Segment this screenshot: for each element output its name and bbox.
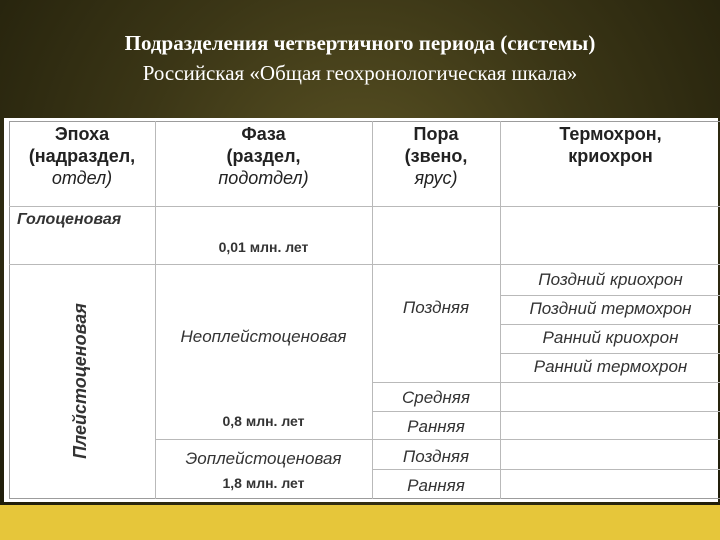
- header-phase-line1: Фаза: [241, 124, 286, 144]
- header-pora-line3: ярус): [414, 168, 458, 188]
- cell-thermo-1: Поздний криохрон: [538, 270, 683, 289]
- header-pora-line2: (звено,: [404, 146, 468, 166]
- cell-pleistocene: Плейстоценовая: [70, 303, 90, 459]
- header-epoch-line2: (надраздел,: [28, 146, 136, 166]
- cell-thermo-4: Ранний термохрон: [533, 357, 688, 376]
- row-divider-holocene: [9, 264, 720, 265]
- header-epoch-line1: Эпоха: [54, 124, 110, 144]
- geochronology-table: [9, 121, 720, 499]
- cell-pora-early-neo: Ранняя: [407, 417, 465, 436]
- header-phase-line3: подотдел): [218, 168, 309, 188]
- row-divider-neo: [155, 439, 720, 440]
- header-thermo-line2: криохрон: [568, 146, 653, 166]
- cell-pora-middle: Средняя: [402, 388, 470, 407]
- cell-pora-late-neo: Поздняя: [402, 298, 470, 317]
- cell-eopleistocene: Эоплейстоценовая: [185, 449, 342, 468]
- title-main: Подразделения четвертичного периода (системы): [124, 31, 596, 55]
- cell-thermo-2: Поздний термохрон: [529, 299, 692, 318]
- title-subtitle: Российская «Общая геохронологическая шкала»: [142, 61, 578, 85]
- row-divider-middle: [372, 411, 720, 412]
- row-divider-late: [372, 382, 720, 383]
- cell-thermo-3: Ранний криохрон: [542, 328, 679, 347]
- row-divider-header: [9, 206, 720, 207]
- cell-age-18: 1,8 млн. лет: [222, 475, 305, 491]
- header-epoch-line3: отдел): [51, 168, 113, 188]
- cell-pora-late-eo: Поздняя: [402, 447, 470, 466]
- row-divider-thermo-1: [500, 295, 720, 296]
- cell-neopleistocene: Неоплейстоценовая: [180, 327, 347, 346]
- cell-pora-early-eo: Ранняя: [407, 476, 465, 495]
- cell-age-08: 0,8 млн. лет: [222, 413, 305, 429]
- header-epoch: [9, 123, 155, 189]
- header-pora-line1: Пора: [413, 124, 459, 144]
- slide-title: [0, 28, 720, 88]
- table-image: [4, 118, 718, 502]
- header-thermochron: [500, 123, 720, 167]
- row-divider-thermo-2: [500, 324, 720, 325]
- header-phase: [155, 123, 372, 189]
- header-thermo-line1: Термохрон,: [559, 124, 662, 144]
- footer-bar: [0, 505, 720, 540]
- row-divider-eo: [372, 469, 720, 470]
- cell-age-001: 0,01 млн. лет: [218, 239, 309, 255]
- cell-holocene: Голоценовая: [17, 211, 122, 228]
- header-phase-line2: (раздел,: [226, 146, 301, 166]
- row-divider-thermo-3: [500, 353, 720, 354]
- header-pora: [372, 123, 500, 189]
